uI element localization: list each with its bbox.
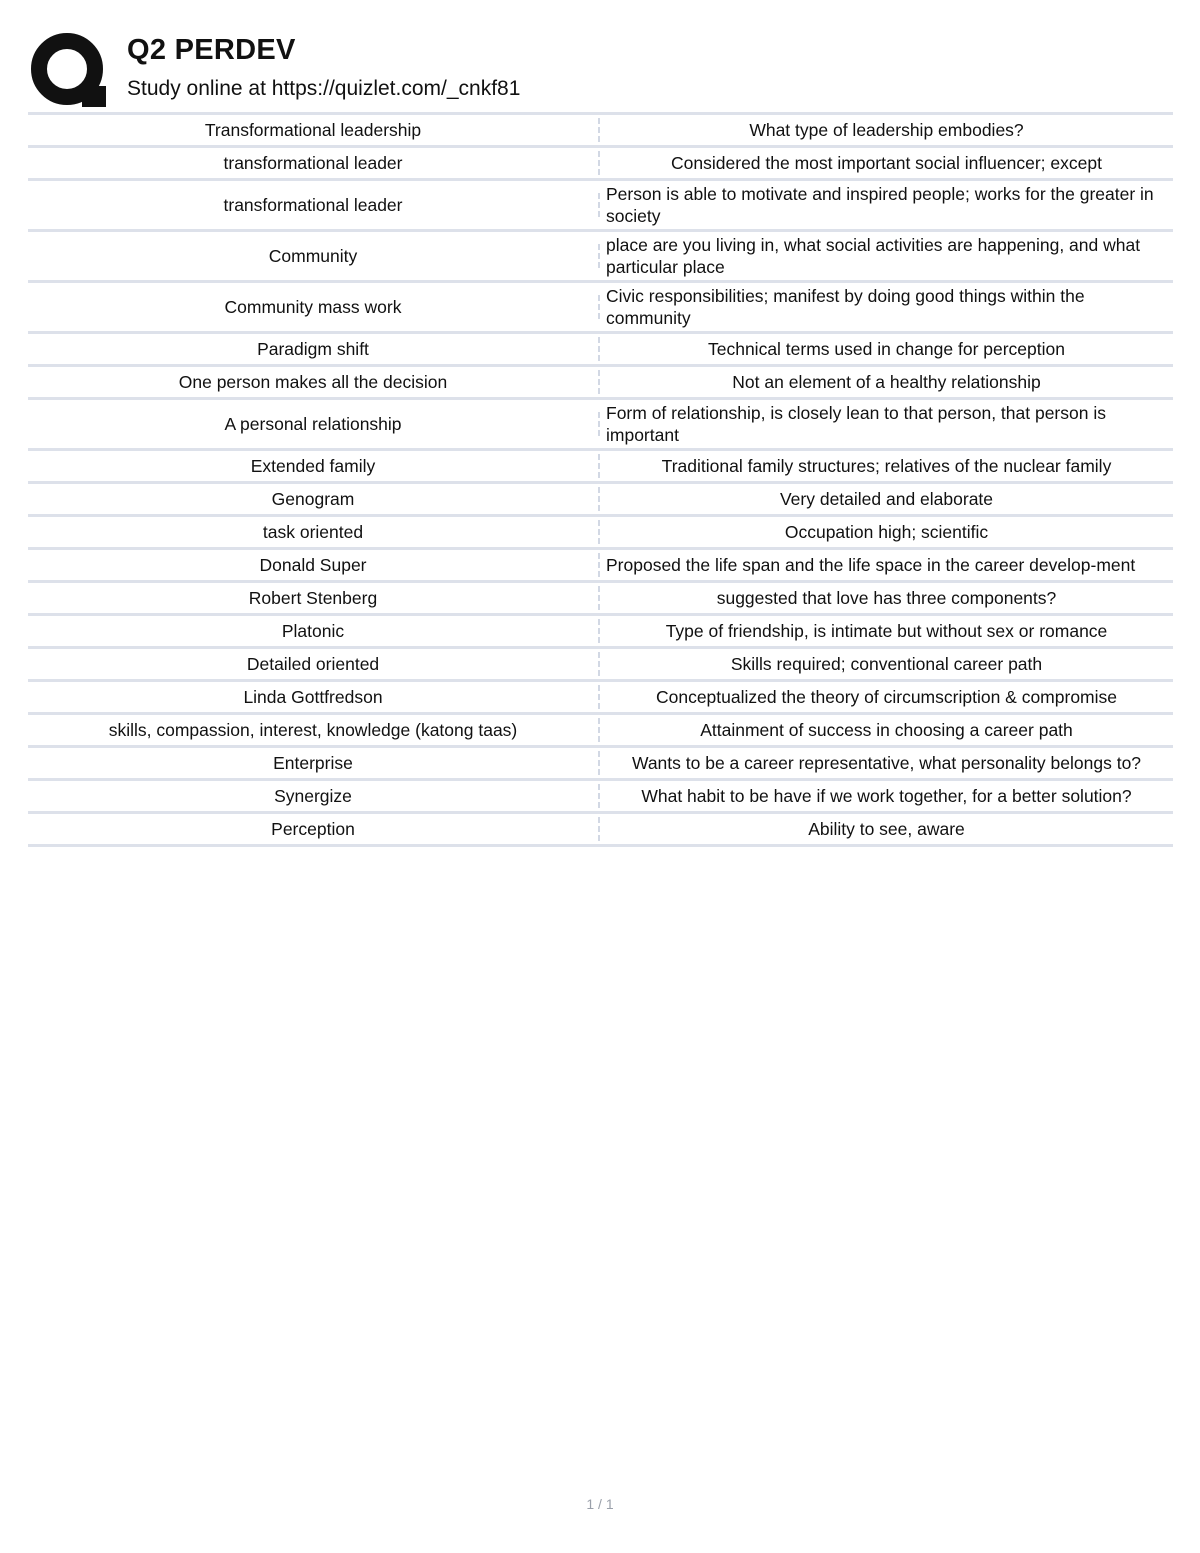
card-term: A personal relationship xyxy=(28,412,600,436)
flashcard-row xyxy=(28,517,1173,550)
flashcard-row xyxy=(28,814,1173,847)
page-title: Q2 PERDEV xyxy=(127,34,296,66)
card-definition: Ability to see, aware xyxy=(808,819,965,839)
card-term: Linda Gottfredson xyxy=(28,685,600,709)
card-definition: Considered the most important social influencer; except xyxy=(671,153,1102,173)
flashcard-row xyxy=(28,682,1173,715)
card-definition: Skills required; conventional career path xyxy=(730,654,1043,674)
page-number: 1 / 1 xyxy=(586,1496,614,1512)
card-definition: Traditional family structures; relatives of the nuclear family xyxy=(661,456,1112,476)
card-definition: Occupation high; scientific xyxy=(784,522,989,542)
flashcard-row xyxy=(28,148,1173,181)
card-definition: Conceptualized the theory of circumscription & compromise xyxy=(655,687,1118,707)
card-definition: suggested that love has three components? xyxy=(716,588,1057,608)
card-definition: Not an element of a healthy relationship xyxy=(732,372,1041,392)
flashcard-row xyxy=(28,115,1173,148)
card-term: Platonic xyxy=(28,619,600,643)
flashcard-row xyxy=(28,334,1173,367)
flashcard-row xyxy=(28,283,1173,334)
flashcard-row xyxy=(28,181,1173,232)
card-definition: place are you living in, what social activities are happening, and what particular place xyxy=(606,235,1141,277)
card-term: transformational leader xyxy=(28,193,600,217)
card-definition: Very detailed and elaborate xyxy=(779,489,994,509)
card-definition: What type of leadership embodies? xyxy=(749,120,1024,140)
card-definition: Proposed the life span and the life space in the career develop-ment xyxy=(606,555,1136,575)
flashcard-row xyxy=(28,367,1173,400)
flashcard-row xyxy=(28,451,1173,484)
card-term: transformational leader xyxy=(28,151,600,175)
card-definition: Attainment of success in choosing a career path xyxy=(700,720,1073,740)
card-term: Donald Super xyxy=(28,553,600,577)
card-term: Robert Stenberg xyxy=(28,586,600,610)
card-term: Transformational leadership xyxy=(28,118,600,142)
card-term: Community mass work xyxy=(28,295,600,319)
card-definition: Type of friendship, is intimate but without sex or romance xyxy=(665,621,1108,641)
card-term: Extended family xyxy=(28,454,600,478)
card-term: task oriented xyxy=(28,520,600,544)
card-term: Detailed oriented xyxy=(28,652,600,676)
card-definition: Wants to be a career representative, what personality belongs to? xyxy=(631,753,1142,773)
page-header xyxy=(28,28,1178,112)
card-term: skills, compassion, interest, knowledge (katong taas) xyxy=(28,718,600,742)
study-link-text: Study online at https://quizlet.com/_cnkf81 xyxy=(127,77,521,100)
card-definition: Technical terms used in change for perception xyxy=(707,339,1065,359)
card-term: Genogram xyxy=(28,487,600,511)
flashcard-row xyxy=(28,616,1173,649)
flashcard-row xyxy=(28,583,1173,616)
flashcard-row xyxy=(28,649,1173,682)
card-term: Enterprise xyxy=(28,751,600,775)
flashcard-row xyxy=(28,550,1173,583)
quizlet-logo-icon xyxy=(30,31,108,109)
flashcard-row xyxy=(28,715,1173,748)
card-definition: What habit to be have if we work together, for a better solution? xyxy=(641,786,1132,806)
flashcard-row xyxy=(28,400,1173,451)
flashcard-table xyxy=(28,112,1173,847)
flashcard-row xyxy=(28,232,1173,283)
card-term: Perception xyxy=(28,817,600,841)
card-term: Synergize xyxy=(28,784,600,808)
card-term: Paradigm shift xyxy=(28,337,600,361)
card-term: One person makes all the decision xyxy=(28,370,600,394)
flashcard-row xyxy=(28,484,1173,517)
card-definition: Form of relationship, is closely lean to that person, that person is important xyxy=(606,403,1106,445)
card-definition: Person is able to motivate and inspired people; works for the greater in society xyxy=(606,184,1154,226)
card-definition: Civic responsibilities; manifest by doing good things within the community xyxy=(606,286,1085,328)
card-term: Community xyxy=(28,244,600,268)
flashcard-row xyxy=(28,748,1173,781)
flashcard-row xyxy=(28,781,1173,814)
